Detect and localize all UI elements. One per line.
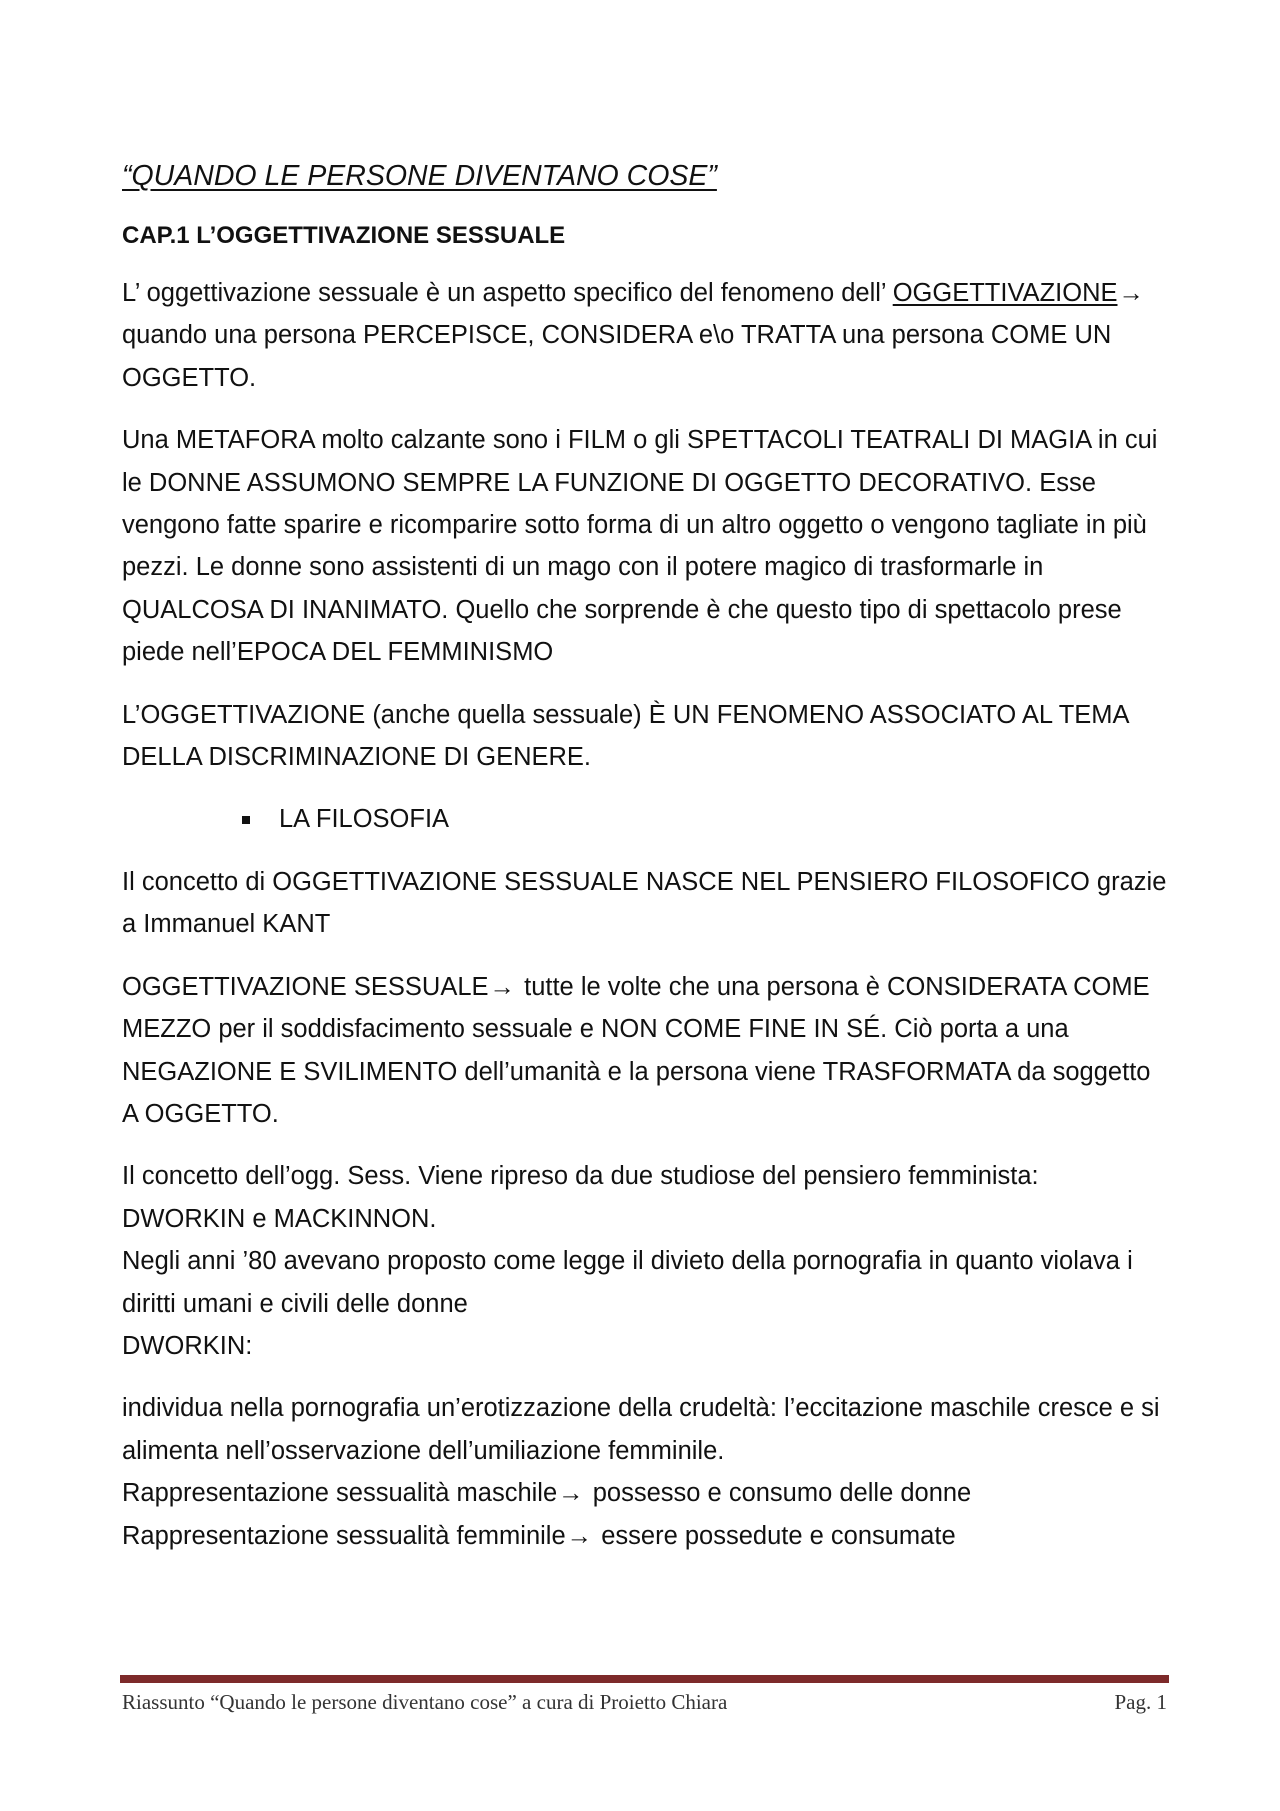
text-line: Il concetto dell’ogg. Sess. Viene ripreso da due studiose del pensiero femminista: DWORKIN e MACKINNON. — [122, 1162, 1039, 1233]
footer-rule — [120, 1675, 1169, 1683]
footer-caption: Riassunto “Quando le persone diventano cose” a cura di Proietto Chiara — [122, 1690, 728, 1714]
paragraph-dworkin-mackinnon — [122, 1155, 1167, 1367]
text-line: DWORKIN: — [122, 1331, 253, 1360]
text-segment: essere possedute e consumate — [594, 1521, 956, 1550]
paragraph-text: tutte le volte che una persona è CONSIDERATA COME MEZZO per il soddisfacimento sessuale e NON COME FINE IN SÉ. Ciò porta a una NEGAZIONE E SVILIMENTO dell’umanità e la persona viene TRASFORMATA da soggetto A OGGETTO. — [122, 972, 1151, 1128]
text-line: individua nella pornografia un’erotizzazione della crudeltà: l’eccitazione maschile cresce e si alimenta nell’osservazione dell’umiliazione femminile. — [122, 1394, 1160, 1465]
paragraph-kant: Il concetto di OGGETTIVAZIONE SESSUALE NASCE NEL PENSIERO FILOSOFICO grazie a Immanuel KANT — [122, 867, 1167, 939]
text-segment: Rappresentazione sessualità femminile — [122, 1521, 566, 1550]
paragraph-text: L’ oggettivazione sessuale è un aspetto specifico del fenomeno dell’ — [122, 279, 893, 307]
term: OGGETTIVAZIONE SESSUALE — [122, 972, 489, 1001]
arrow-right-icon: → — [489, 972, 516, 1001]
text-segment: Rappresentazione sessualità maschile — [122, 1479, 558, 1508]
chapter-heading: CAP.1 L’OGGETTIVAZIONE SESSUALE — [122, 222, 566, 249]
paragraph-text: quando una persona PERCEPISCE, CONSIDERA e\o TRATTA una persona COME UN OGGETTO. — [122, 321, 1112, 392]
arrow-right-icon: → — [1118, 279, 1144, 307]
arrow-right-icon: → — [558, 1479, 584, 1508]
page-number: Pag. 1 — [1114, 1690, 1167, 1714]
document-body — [122, 152, 1167, 1557]
text-line: Negli anni ’80 avevano proposto come legge il divieto della pornografia in quanto violava i diritti umani e civili delle donne — [122, 1247, 1133, 1318]
arrow-right-icon: → — [566, 1521, 593, 1550]
square-bullet-icon — [242, 816, 250, 824]
text-segment: possesso e consumo delle donne — [585, 1479, 972, 1508]
paragraph-definition — [122, 272, 1167, 399]
document-title: “QUANDO LE PERSONE DIVENTANO COSE” — [122, 160, 717, 192]
page-footer — [122, 1690, 1167, 1715]
underlined-term: OGGETTIVAZIONE — [892, 279, 1118, 307]
paragraph-sexual-objectification — [122, 966, 1167, 1136]
paragraph-discrimination: L’OGGETTIVAZIONE (anche quella sessuale) È UN FENOMENO ASSOCIATO AL TEMA DELLA DISCRIMINAZIONE DI GENERE. — [122, 700, 1129, 772]
text-line — [122, 1472, 1167, 1514]
bullet-label: LA FILOSOFIA — [279, 805, 450, 834]
bullet-item — [122, 798, 1167, 840]
text-line — [122, 1515, 1167, 1557]
paragraph-metaphor: Una METAFORA molto calzante sono i FILM o gli SPETTACOLI TEATRALI DI MAGIA in cui le DONNE ASSUMONO SEMPRE LA FUNZIONE DI OGGETTO DECORATIVO. Esse vengono fatte sparire e ricomparire sotto forma di un altro oggetto o vengono tagliate in più pezzi. Le donne sono assistenti di un mago con il potere magico di trasformarle in QUALCOSA DI INANIMATO. Quello che sorprende è che questo tipo di spettacolo prese piede nell’EPOCA DEL FEMMINISMO — [122, 426, 1158, 667]
paragraph-dworkin-analysis — [122, 1387, 1167, 1557]
